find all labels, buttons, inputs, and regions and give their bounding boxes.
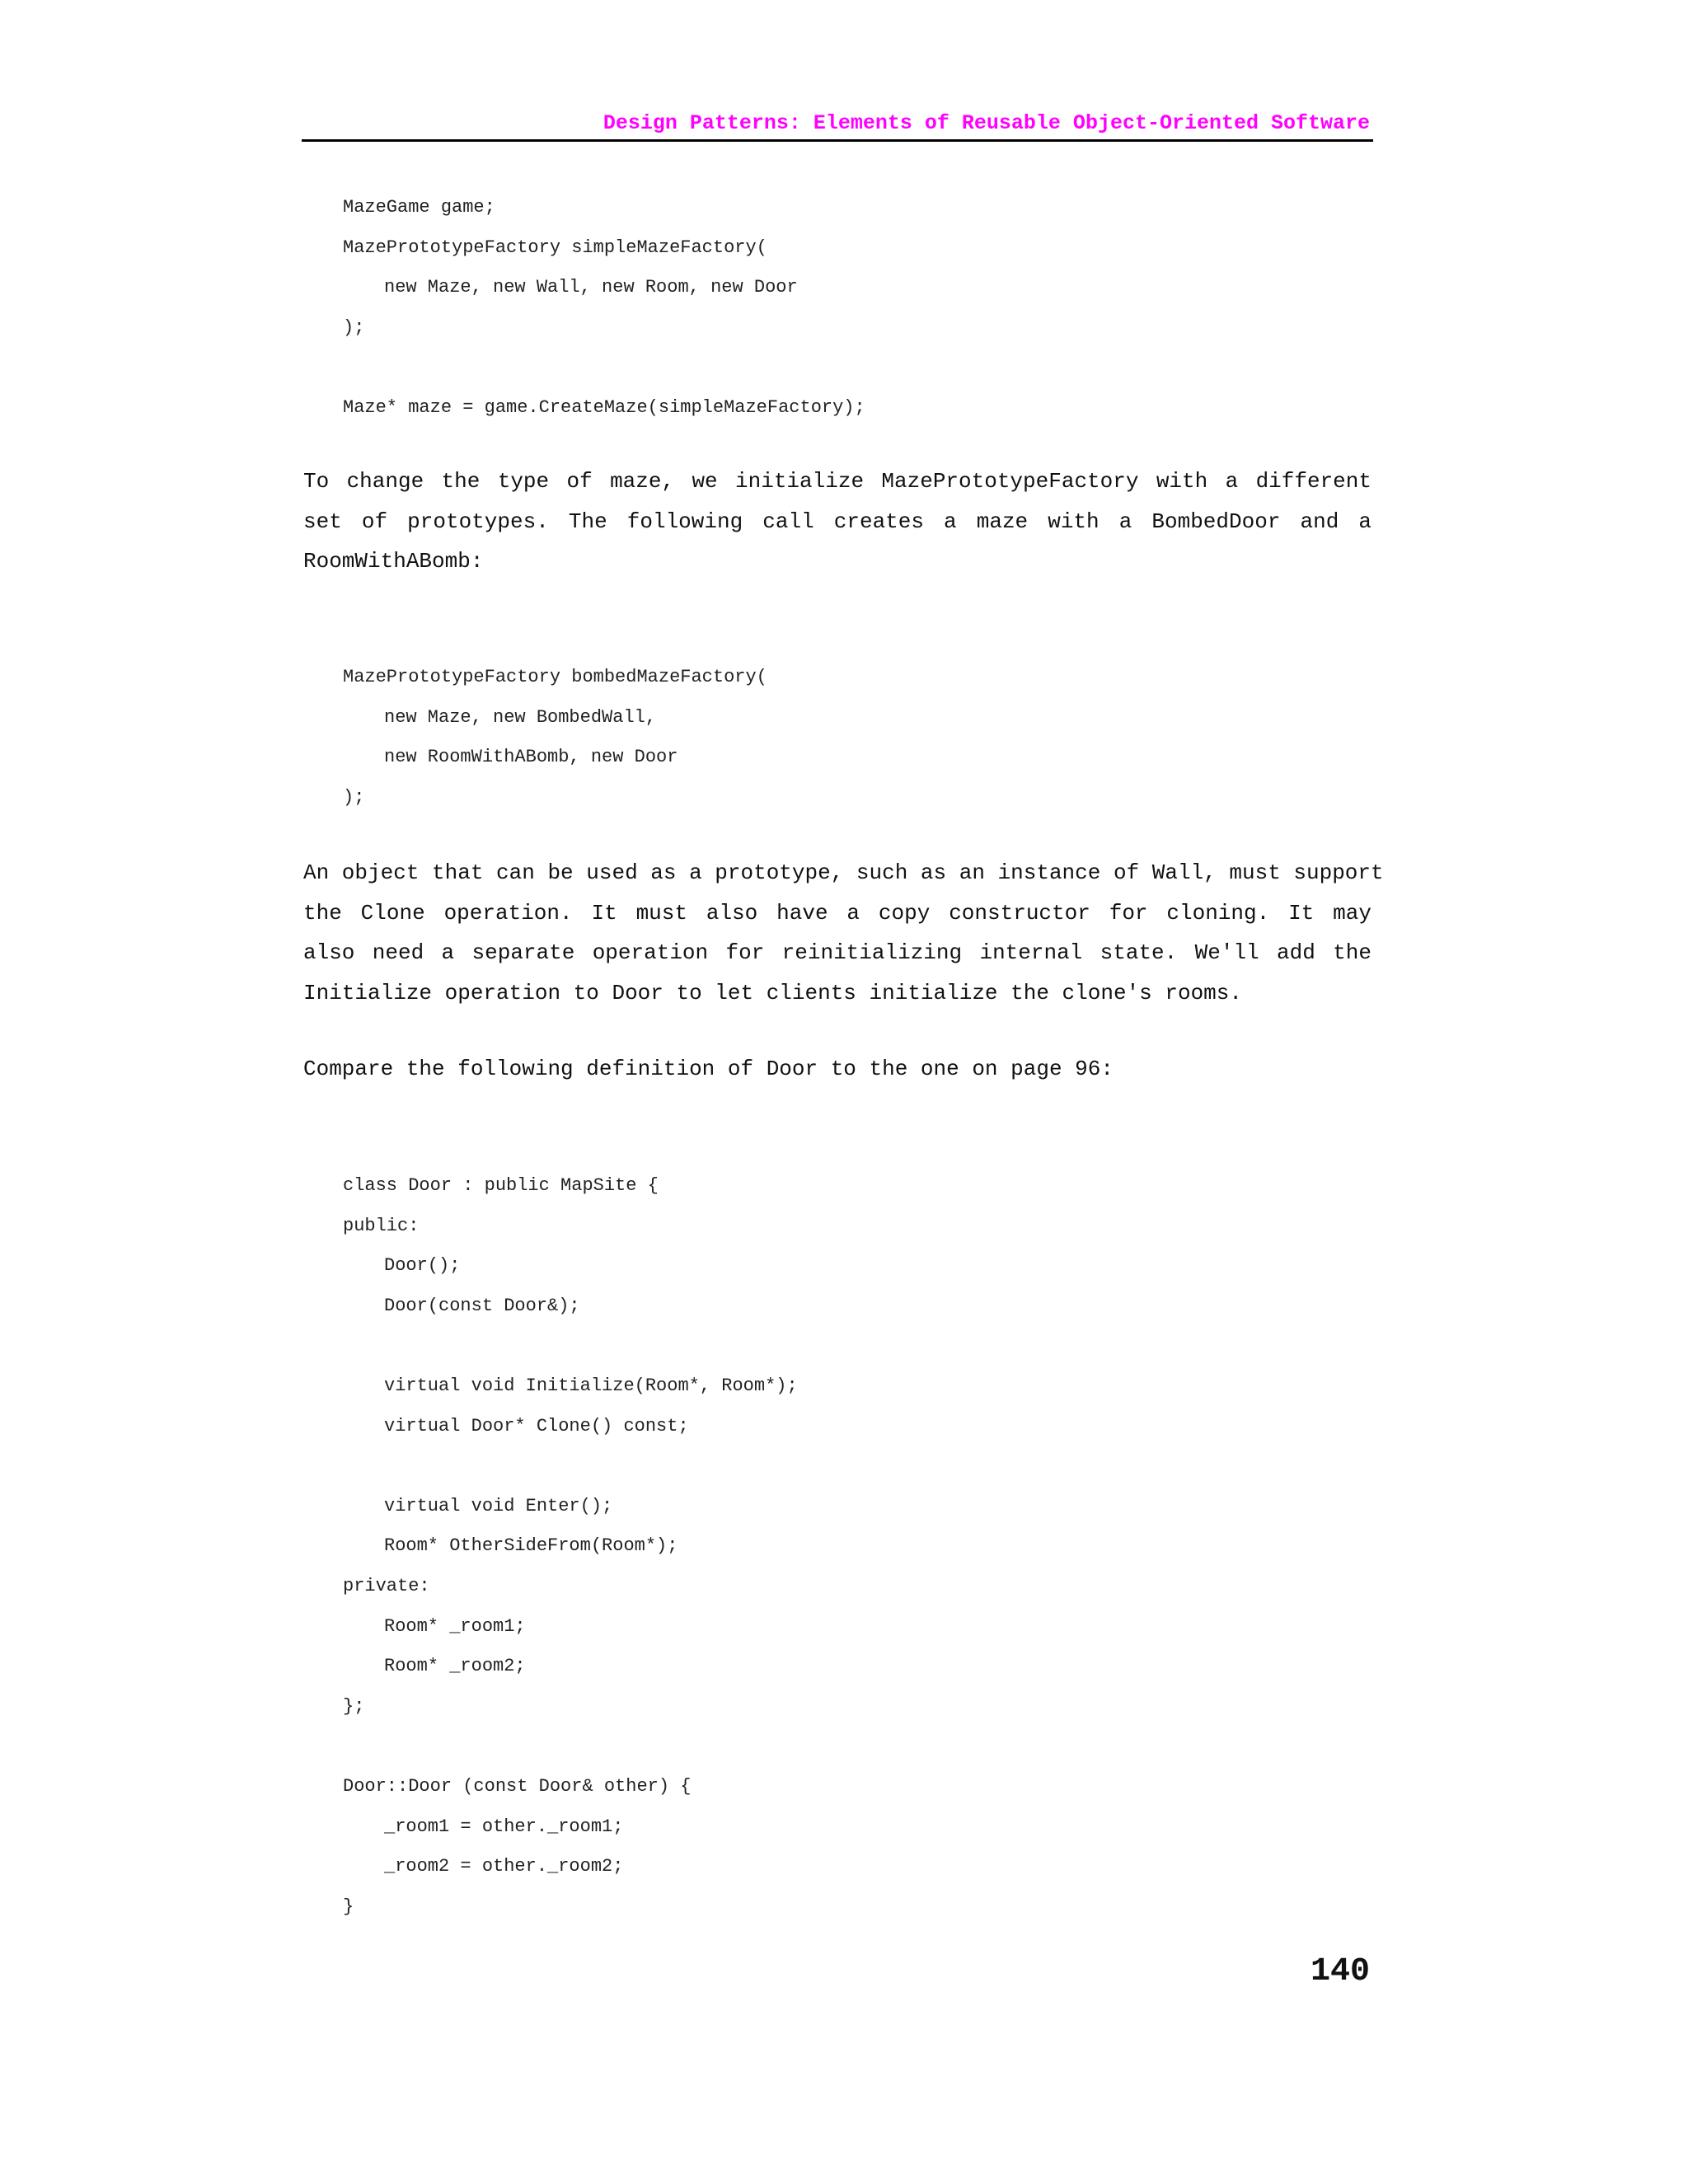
paragraph-line: set of prototypes. The following call creates a maze with a BombedDoor and a: [303, 509, 1372, 534]
code-line: [343, 1326, 798, 1366]
code-line: Door(const Door&);: [384, 1295, 580, 1316]
paragraph-line: Initialize operation to Door to let clients initialize the clone's rooms.: [303, 980, 1242, 1005]
code-line: virtual void Initialize(Room*, Room*);: [384, 1375, 798, 1396]
code-block-maze-game: [343, 188, 865, 429]
code-line: MazePrototypeFactory simpleMazeFactory(: [343, 237, 767, 258]
code-line: Maze* maze = game.CreateMaze(simpleMazeFactory);: [343, 396, 865, 418]
page-header-title: Design Patterns: Elements of Reusable Object-Oriented Software: [603, 111, 1370, 135]
paragraph-line: also need a separate operation for reinitializing internal state. We'll add the: [303, 940, 1372, 966]
code-line: [343, 1727, 798, 1767]
code-line: _room2 = other._room2;: [384, 1856, 624, 1877]
code-line: );: [343, 786, 365, 808]
code-line: MazePrototypeFactory bombedMazeFactory(: [343, 667, 767, 687]
code-line: Room* _room1;: [384, 1615, 526, 1637]
page-number: 140: [1310, 1953, 1370, 1990]
code-line: Door::Door (const Door& other) {: [343, 1775, 692, 1797]
code-line: virtual Door* Clone() const;: [384, 1415, 689, 1436]
code-line: Door();: [384, 1255, 461, 1277]
code-line: };: [343, 1695, 365, 1717]
code-line: new Maze, new BombedWall,: [384, 706, 657, 728]
paragraph-line: the Clone operation. It must also have a copy constructor for cloning. It may: [303, 900, 1372, 926]
code-line: new Maze, new Wall, new Room, new Door: [384, 277, 798, 298]
code-line: }: [343, 1896, 354, 1917]
paragraph-line: An object that can be used as a prototype, such as an instance of Wall, must support: [303, 860, 1384, 885]
paragraph-change-maze-type: [303, 462, 1372, 582]
code-line: new RoomWithABomb, new Door: [384, 747, 678, 768]
code-line: virtual void Enter();: [384, 1495, 613, 1516]
code-line: [343, 1446, 798, 1487]
paragraph-compare-door: [303, 1049, 1372, 1090]
code-line: _room1 = other._room1;: [384, 1816, 624, 1837]
code-block-bombed-maze-factory: [343, 658, 767, 818]
code-line: private:: [343, 1575, 430, 1596]
paragraph-prototype-support: [303, 853, 1384, 1013]
code-line: MazeGame game;: [343, 197, 495, 218]
paragraph-line: Compare the following definition of Door to the one on page 96:: [303, 1057, 1114, 1081]
code-line: Room* OtherSideFrom(Room*);: [384, 1535, 678, 1557]
code-line: [343, 348, 865, 388]
paragraph-line: RoomWithABomb:: [303, 549, 484, 574]
code-line: );: [343, 316, 365, 338]
code-line: class Door : public MapSite {: [343, 1175, 659, 1196]
header-rule: [302, 139, 1373, 142]
code-block-door-class: [343, 1166, 798, 1927]
code-line: Room* _room2;: [384, 1656, 526, 1677]
code-line: public:: [343, 1215, 420, 1236]
paragraph-line: To change the type of maze, we initialize MazePrototypeFactory with a different: [303, 469, 1372, 494]
